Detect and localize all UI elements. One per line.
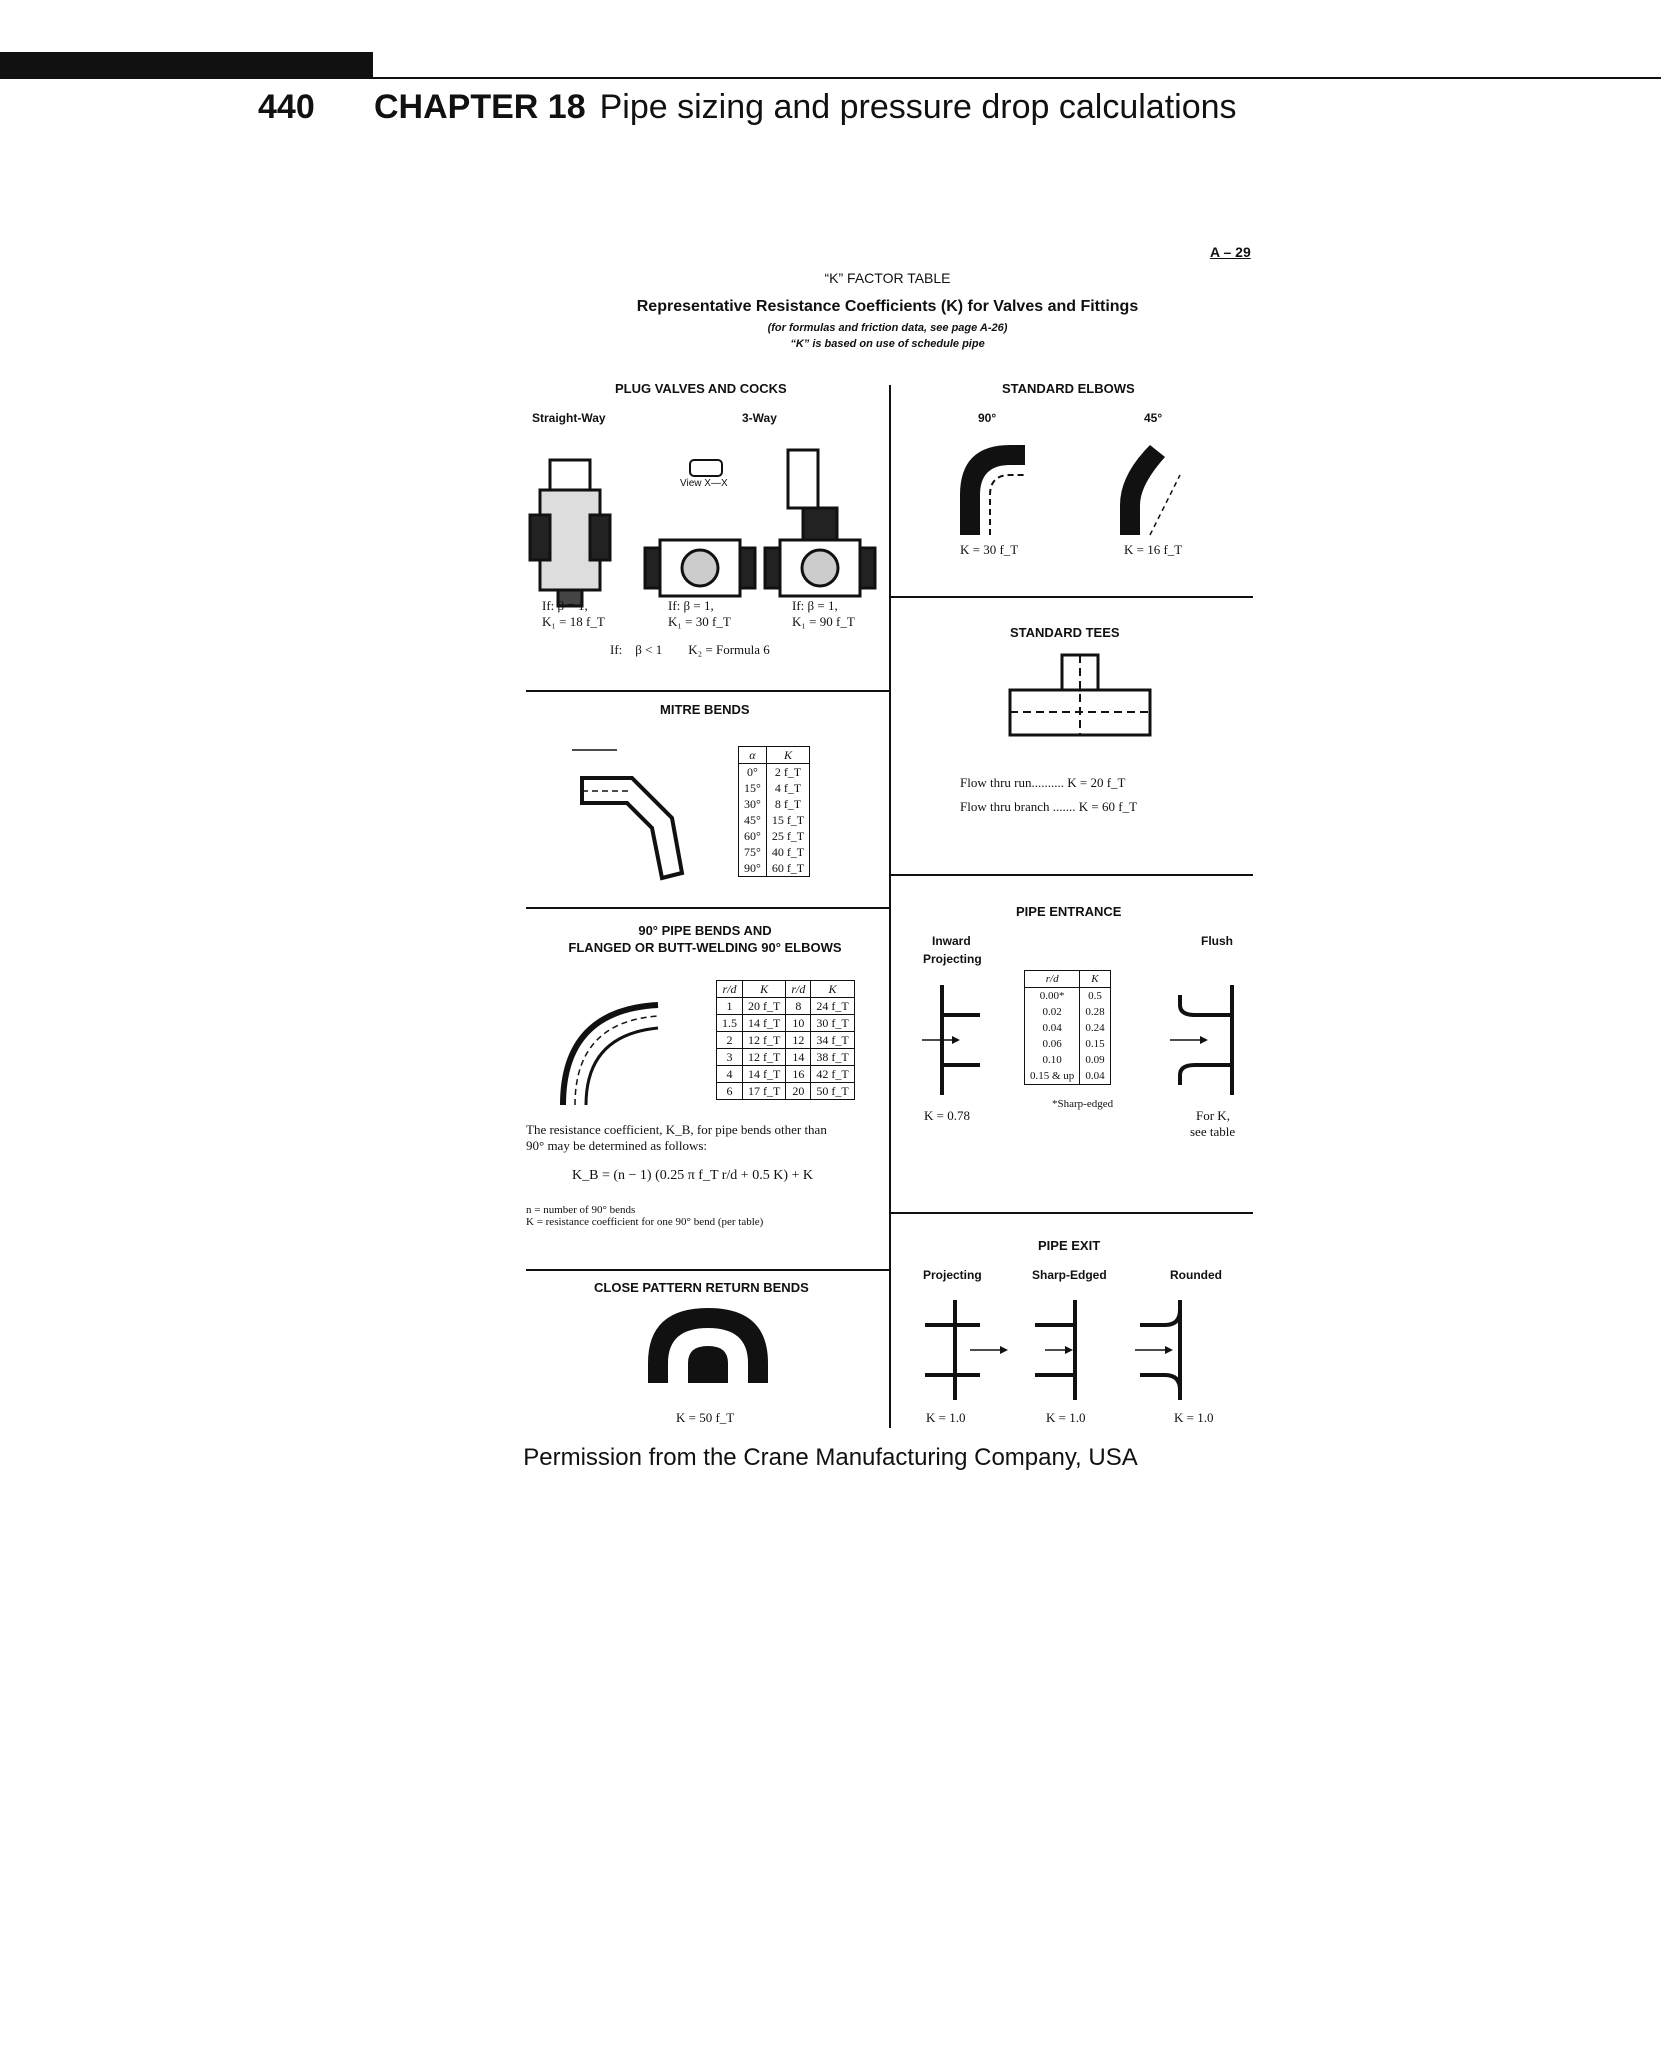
entrance-cell: 0.02 bbox=[1025, 1004, 1080, 1020]
pb-cell: 12 f_T bbox=[743, 1049, 786, 1066]
table-row bbox=[739, 812, 810, 828]
bend-formula: K_B = (n − 1) (0.25 π f_T r/d + 0.5 K) + K bbox=[572, 1168, 813, 1183]
figure-caption: Permission from the Crane Manufacturing Company, USA bbox=[523, 1444, 1138, 1471]
cond1-line2: K₁ = 18 f_T bbox=[542, 614, 605, 629]
pb-cell: 14 bbox=[786, 1049, 811, 1066]
pipe-bend-drawing bbox=[558, 1000, 668, 1110]
mitre-k: 25 f_T bbox=[766, 828, 809, 844]
pb-header-rd: r/d bbox=[717, 981, 743, 998]
header-rule bbox=[373, 77, 1661, 79]
mitre-alpha: 60° bbox=[739, 828, 767, 844]
cond3-line1: If: β = 1, bbox=[792, 598, 838, 613]
mitre-header-alpha: α bbox=[739, 747, 767, 764]
table-row bbox=[717, 1083, 855, 1100]
inward-label-2: Projecting bbox=[923, 952, 982, 966]
table-row bbox=[1025, 988, 1111, 1005]
exit-sharp-label: Sharp-Edged bbox=[1032, 1268, 1107, 1282]
mitre-k: 4 f_T bbox=[766, 780, 809, 796]
table-title: “K” FACTOR TABLE bbox=[824, 270, 951, 286]
tee-run: Flow thru run.......... K = 20 f_T bbox=[960, 775, 1126, 790]
tee-branch: Flow thru branch ....... K = 60 f_T bbox=[960, 799, 1138, 814]
table-row bbox=[739, 860, 810, 877]
pb-cell: 3 bbox=[717, 1049, 743, 1066]
pb-header-k: K bbox=[811, 981, 854, 998]
mitre-header-k: K bbox=[766, 747, 809, 764]
entrance-cell: 0.04 bbox=[1025, 1020, 1080, 1036]
pb-cell: 16 bbox=[786, 1066, 811, 1083]
cond3-line2: K₁ = 90 f_T bbox=[792, 614, 855, 629]
exit-k-rounded: K = 1.0 bbox=[1174, 1410, 1214, 1425]
pb-cell: 42 f_T bbox=[811, 1066, 854, 1083]
table-row bbox=[1025, 1068, 1111, 1085]
page-number: 440 bbox=[258, 88, 315, 126]
inward-label-1: Inward bbox=[932, 934, 971, 948]
mitre-alpha: 45° bbox=[739, 812, 767, 828]
entrance-cell: 0.00* bbox=[1025, 988, 1080, 1005]
header-bar bbox=[0, 52, 373, 79]
three-way-label: 3-Way bbox=[742, 411, 777, 425]
return-bend-k: K = 50 f_T bbox=[676, 1410, 735, 1425]
exit-title: PIPE EXIT bbox=[1038, 1238, 1101, 1253]
entrance-cell: 0.28 bbox=[1080, 1004, 1110, 1020]
pb-cell: 10 bbox=[786, 1015, 811, 1032]
pb-cell: 30 f_T bbox=[811, 1015, 854, 1032]
main-title: Representative Resistance Coefficients (K) for Valves and Fittings bbox=[636, 298, 1139, 315]
mitre-k: 60 f_T bbox=[766, 860, 809, 877]
table-row bbox=[1025, 1020, 1111, 1036]
entrance-cell: 0.09 bbox=[1080, 1052, 1110, 1068]
page-ref: A – 29 bbox=[1210, 244, 1251, 260]
table-row bbox=[739, 844, 810, 860]
table-row bbox=[739, 796, 810, 812]
chapter-title: Pipe sizing and pressure drop calculations bbox=[599, 88, 1237, 126]
table-row bbox=[739, 764, 810, 781]
mitre-k: 40 f_T bbox=[766, 844, 809, 860]
exit-drawings bbox=[925, 1300, 1245, 1400]
pb-cell: 1.5 bbox=[717, 1015, 743, 1032]
pipe-bends-title-2: FLANGED OR BUTT-WELDING 90° ELBOWS bbox=[568, 940, 842, 955]
pb-header-rd: r/d bbox=[786, 981, 811, 998]
inward-entrance-drawing bbox=[922, 985, 982, 1095]
pb-cell: 12 bbox=[786, 1032, 811, 1049]
mitre-k: 8 f_T bbox=[766, 796, 809, 812]
table-row bbox=[717, 1049, 855, 1066]
mitre-alpha: 75° bbox=[739, 844, 767, 860]
flush-entrance-drawing bbox=[1170, 985, 1240, 1095]
elbow-45-k: K = 16 f_T bbox=[1124, 542, 1183, 557]
tees-title: STANDARD TEES bbox=[1010, 625, 1120, 640]
mitre-k: 15 f_T bbox=[766, 812, 809, 828]
entrance-header-rd: r/d bbox=[1025, 971, 1080, 988]
pipe-bends-text-2: 90° may be determined as follows: bbox=[526, 1138, 708, 1153]
straight-way-label: Straight-Way bbox=[532, 411, 606, 425]
entrance-footnote: *Sharp-edged bbox=[1052, 1098, 1114, 1110]
table-row bbox=[739, 780, 810, 796]
exit-k-sharp: K = 1.0 bbox=[1046, 1410, 1086, 1425]
pb-cell: 38 f_T bbox=[811, 1049, 854, 1066]
entrance-title: PIPE ENTRANCE bbox=[1016, 904, 1122, 919]
pb-cell: 14 f_T bbox=[743, 1066, 786, 1083]
entrance-table bbox=[1024, 970, 1111, 1085]
pipe-bends-title-1: 90° PIPE BENDS AND bbox=[638, 923, 772, 938]
chapter-label: CHAPTER 18 bbox=[374, 88, 586, 126]
mitre-table bbox=[738, 746, 810, 877]
table-row bbox=[717, 998, 855, 1015]
entrance-cell: 0.06 bbox=[1025, 1036, 1080, 1052]
pipe-bends-table bbox=[716, 980, 855, 1100]
entrance-cell: 0.04 bbox=[1080, 1068, 1110, 1085]
pb-cell: 14 f_T bbox=[743, 1015, 786, 1032]
mitre-alpha: 0° bbox=[739, 764, 767, 781]
cond1-line1: If: β = 1, bbox=[542, 598, 588, 613]
pb-cell: 6 bbox=[717, 1083, 743, 1100]
plug-valves-title: PLUG VALVES AND COCKS bbox=[615, 381, 787, 396]
mitre-alpha: 30° bbox=[739, 796, 767, 812]
entrance-header-k: K bbox=[1080, 971, 1110, 988]
pb-cell: 2 bbox=[717, 1032, 743, 1049]
entrance-cell: 0.15 & up bbox=[1025, 1068, 1080, 1085]
view-label: View X—X bbox=[680, 478, 728, 489]
pb-cell: 20 f_T bbox=[743, 998, 786, 1015]
table-row bbox=[1025, 1052, 1111, 1068]
cond2-line2: K₁ = 30 f_T bbox=[668, 614, 731, 629]
elbow-drawings bbox=[950, 435, 1250, 545]
pb-cell: 20 bbox=[786, 1083, 811, 1100]
tee-drawing bbox=[1010, 655, 1150, 755]
pb-cell: 50 f_T bbox=[811, 1083, 854, 1100]
table-row bbox=[717, 1032, 855, 1049]
mitre-k: 2 f_T bbox=[766, 764, 809, 781]
mitre-title: MITRE BENDS bbox=[660, 702, 750, 717]
elbow-90-k: K = 30 f_T bbox=[960, 542, 1019, 557]
pb-cell: 12 f_T bbox=[743, 1032, 786, 1049]
entrance-cell: 0.10 bbox=[1025, 1052, 1080, 1068]
elbow-90-label: 90° bbox=[978, 411, 997, 425]
pb-header-k: K bbox=[743, 981, 786, 998]
elbows-title: STANDARD ELBOWS bbox=[1002, 381, 1135, 396]
mitre-drawing bbox=[572, 748, 702, 878]
k-factor-figure bbox=[520, 240, 1255, 1435]
for-k-2: see table bbox=[1190, 1124, 1236, 1139]
table-row bbox=[1025, 1004, 1111, 1020]
entrance-cell: 0.24 bbox=[1080, 1020, 1110, 1036]
table-row bbox=[717, 1015, 855, 1032]
chapter-heading bbox=[374, 88, 1237, 127]
pb-cell: 17 f_T bbox=[743, 1083, 786, 1100]
entrance-cell: 0.5 bbox=[1080, 988, 1110, 1005]
return-bend-drawing bbox=[648, 1308, 768, 1388]
table-row bbox=[739, 828, 810, 844]
inward-k: K = 0.78 bbox=[924, 1108, 970, 1123]
elbow-45-label: 45° bbox=[1144, 411, 1163, 425]
mitre-alpha: 90° bbox=[739, 860, 767, 877]
entrance-cell: 0.15 bbox=[1080, 1036, 1110, 1052]
mitre-alpha: 15° bbox=[739, 780, 767, 796]
flush-label: Flush bbox=[1201, 934, 1233, 948]
return-bends-title: CLOSE PATTERN RETURN BENDS bbox=[594, 1280, 809, 1295]
cond2-line1: If: β = 1, bbox=[668, 598, 714, 613]
note-schedule: “K” is based on use of schedule pipe bbox=[790, 338, 985, 350]
exit-k-projecting: K = 1.0 bbox=[926, 1410, 966, 1425]
cond4: If: β < 1 K₂ = Formula 6 bbox=[610, 642, 770, 657]
pb-cell: 1 bbox=[717, 998, 743, 1015]
formula-note-n: n = number of 90° bends bbox=[526, 1204, 636, 1216]
table-row bbox=[717, 1066, 855, 1083]
pb-cell: 24 f_T bbox=[811, 998, 854, 1015]
exit-rounded-label: Rounded bbox=[1170, 1268, 1222, 1282]
pb-cell: 8 bbox=[786, 998, 811, 1015]
pb-cell: 34 f_T bbox=[811, 1032, 854, 1049]
for-k-1: For K, bbox=[1196, 1108, 1230, 1123]
table-row bbox=[1025, 1036, 1111, 1052]
pb-cell: 4 bbox=[717, 1066, 743, 1083]
formula-note-k: K = resistance coefficient for one 90° bend (per table) bbox=[526, 1216, 764, 1228]
pipe-bends-text-1: The resistance coefficient, K_B, for pipe bends other than bbox=[526, 1122, 827, 1137]
note-formulas: (for formulas and friction data, see page A-26) bbox=[767, 322, 1008, 334]
exit-projecting-label: Projecting bbox=[923, 1268, 982, 1282]
